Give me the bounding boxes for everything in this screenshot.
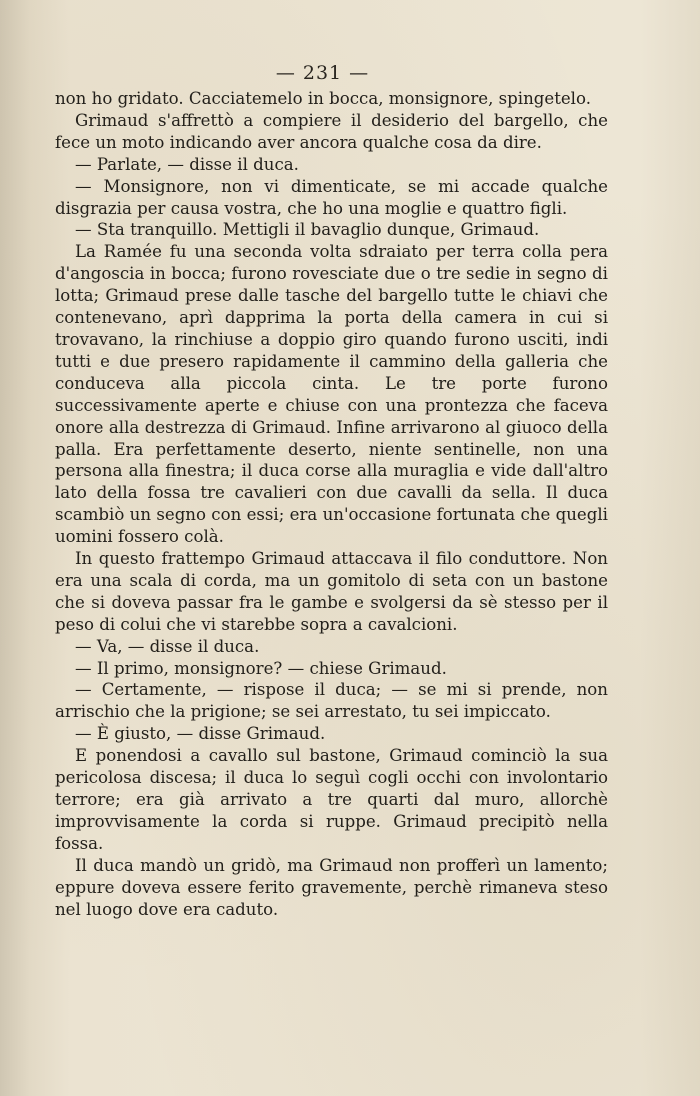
paragraph: — È giusto, — disse Grimaud. [75,724,326,744]
paragraph: non ho gridato. Cacciatemelo in bocca, monsignore, spingetelo. [55,89,591,108]
paragraph: — Sta tranquillo. Mettigli il bavaglio dunque, Grimaud. [75,220,540,240]
paragraph: Il duca mandò un gridò, ma Grimaud non profferì un lamento; eppure doveva essere ferito gravemente, perchè rimaneva steso nel luogo dove era caduto. [55,855,608,919]
paragraph: La Ramée fu una seconda volta sdraiato per terra colla pera d'angoscia in bocca; furono rovesciate due o tre sedie in segno di lotta; Grimaud prese dalle tasche del bargello tutte le chiavi che contenevano, aprì dapprima la porta della camera in cui si trovavano, la rinchiuse a doppio giro quando furono usciti, indi tutti e due presero rapidamente il cammino della galleria che conduceva alla piccola cinta. Le tre porte furono successivamente aperte e chiuse con una prontezza che faceva onore alla destrezza di Grimaud. Infine arrivarono al giuoco della palla. Era perfettamente deserto, niente sentinelle, non una persona alla finestra; il duca corse alla muraglia e vide dall'altro lato della fossa tre cavalieri con due cavalli da sella. Il duca scambiò un segno con essi; era un'occasione fortunata che quegli uomini fossero colà. [55,242,608,547]
paragraph: Grimaud s'affrettò a compiere il desiderio del bargello, che fece un moto indicando aver ancora qualche cosa da dire. [55,110,608,152]
paragraph: — Va, — disse il duca. [75,636,260,656]
paragraph: In questo frattempo Grimaud attaccava il filo conduttore. Non era una scala di corda, ma un gomitolo di seta con un bastone che si doveva passar fra le gambe e svolgersi da sè stesso per il peso di colui che vi starebbe sopra a cavalcioni. [55,549,608,634]
paragraph: — Certamente, — rispose il duca; — se mi si prende, non arrischio che la prigione; se sei arrestato, tu sei impiccato. [55,680,608,722]
paragraph: — Parlate, — disse il duca. [75,154,299,174]
page-body-text [55,88,608,920]
paragraph: E ponendosi a cavallo sul bastone, Grimaud cominciò la sua pericolosa discesa; il duca lo seguì cogli occhi con involontario terrore; era già arrivato a tre quarti dal muro, allorchè improvvisamente la corda si ruppe. Grimaud precipitò nella fossa. [55,746,608,853]
paragraph: — Il primo, monsignore? — chiese Grimaud. [75,658,447,678]
paragraph: — Monsignore, non vi dimenticate, se mi accade qualche disgrazia per causa vostra, che ho una moglie e quattro figli. [55,176,608,218]
page-number: — 231 — [275,62,370,84]
